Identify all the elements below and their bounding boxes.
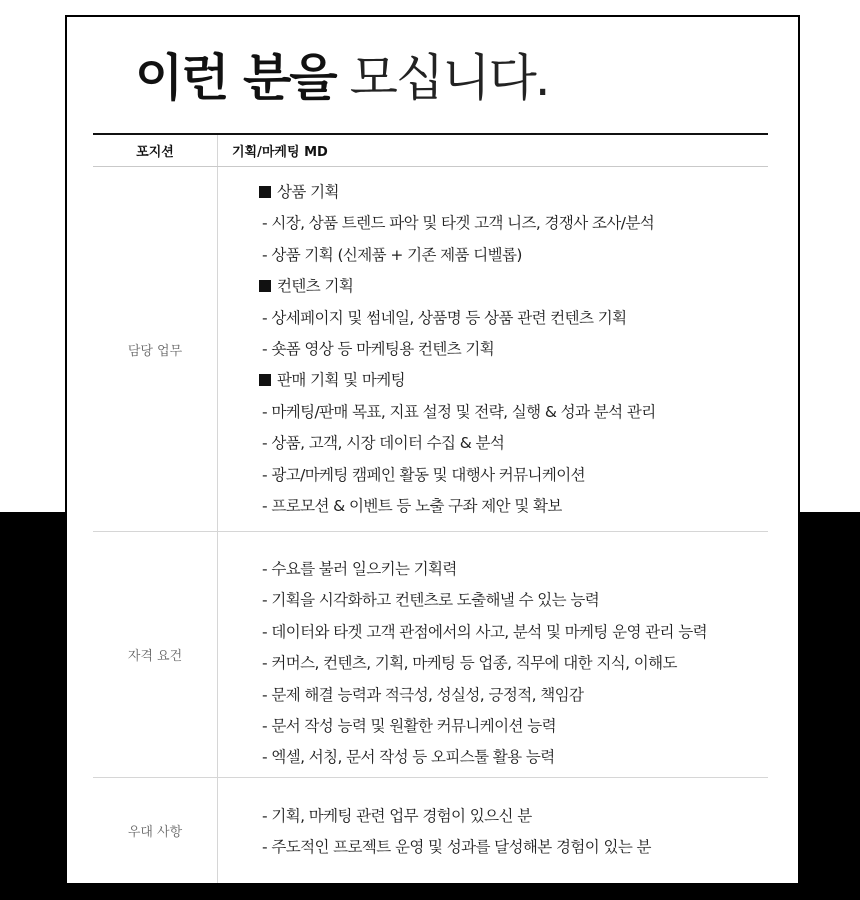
list-item: - 시장, 상품 트렌드 파악 및 타겟 고객 니즈, 경쟁사 조사/분석 — [262, 214, 655, 233]
duty-heading: 상품 기획 — [259, 177, 768, 208]
position-table — [93, 133, 768, 883]
duties-list — [218, 167, 768, 531]
list-item: - 상품 기획 (신제품 + 기존 제품 디벨롭) — [262, 245, 522, 264]
title-bold: 이런 분을 — [135, 49, 336, 107]
square-bullet-icon — [259, 374, 271, 386]
title-light: 모십니다. — [349, 49, 549, 107]
list-item: - 기획을 시각화하고 컨텐츠로 도출해낼 수 있는 능력 — [262, 591, 600, 610]
duties-row — [93, 167, 768, 532]
duty-heading: 컨텐츠 기획 — [259, 271, 768, 302]
duty-heading: 판매 기획 및 마케팅 — [259, 365, 768, 396]
list-item: - 수요를 불러 일으키는 기획력 — [262, 560, 457, 578]
preferred-label: 우대 사항 — [93, 778, 218, 883]
position-value: 기획/마케팅 MD — [232, 145, 328, 160]
list-item: - 기획, 마케팅 관련 업무 경험이 있으신 분 — [262, 807, 532, 825]
list-item: - 문제 해결 능력과 적극성, 성실성, 긍정적, 책임감 — [262, 685, 584, 704]
page-title — [135, 47, 549, 109]
position-label: 포지션 — [93, 135, 218, 166]
preferred-row — [93, 778, 768, 883]
list-item: - 상품, 고객, 시장 데이터 수집 & 분석 — [262, 434, 505, 453]
qualifications-list — [218, 532, 768, 777]
qualifications-label: 자격 요건 — [93, 532, 218, 777]
list-item: - 커머스, 컨텐츠, 기획, 마케팅 등 업종, 직무에 대한 지식, 이해도 — [262, 654, 677, 673]
list-item: - 문서 작성 능력 및 원활한 커뮤니케이션 능력 — [262, 716, 556, 735]
square-bullet-icon — [259, 186, 271, 198]
preferred-list — [218, 778, 768, 883]
list-item: - 주도적인 프로젝트 운영 및 성과를 달성해본 경험이 있는 분 — [262, 838, 651, 857]
list-item: - 상세페이지 및 썸네일, 상품명 등 상품 관련 컨텐츠 기획 — [262, 308, 627, 327]
square-bullet-icon — [259, 280, 271, 292]
table-header-row — [93, 135, 768, 167]
list-item: - 광고/마케팅 캠페인 활동 및 대행사 커뮤니케이션 — [262, 465, 586, 484]
qualifications-row — [93, 532, 768, 778]
list-item: - 데이터와 타겟 고객 관점에서의 사고, 분석 및 마케팅 운영 관리 능력 — [262, 622, 707, 641]
list-item: - 엑셀, 서칭, 문서 작성 등 오피스툴 활용 능력 — [262, 748, 555, 767]
duties-label: 담당 업무 — [93, 167, 218, 531]
list-item: - 숏폼 영상 등 마케팅용 컨텐츠 기획 — [262, 339, 495, 358]
list-item: - 마케팅/판매 목표, 지표 설정 및 전략, 실행 & 성과 분석 관리 — [262, 402, 656, 421]
job-posting-card — [65, 15, 800, 885]
list-item: - 프로모션 & 이벤트 등 노출 구좌 제안 및 확보 — [262, 496, 562, 515]
